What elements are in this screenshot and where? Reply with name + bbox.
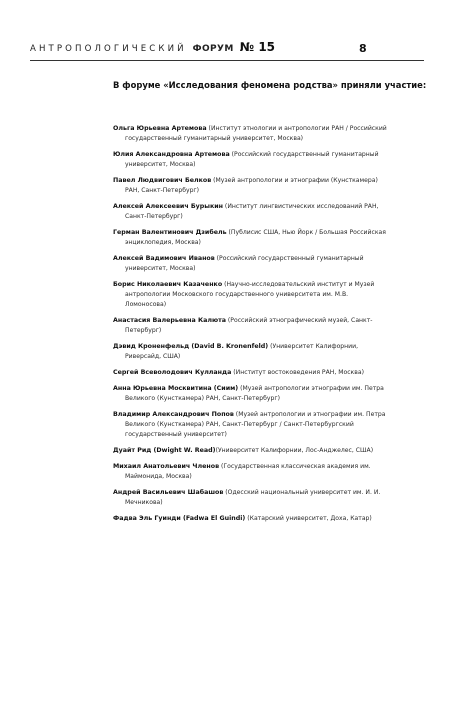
- participant-affiliation: (Государственная классическая академия им. Маймонида, Москва): [125, 463, 371, 480]
- journal-title: АНТРОПОЛОГИЧЕСКИЙ: [30, 44, 187, 54]
- participant-entry: [113, 202, 389, 222]
- participant-affiliation: (Российский государственный гуманитарный университет, Москва): [125, 255, 364, 272]
- participant-affiliation: (Российский государственный гуманитарный университет, Москва): [125, 151, 379, 168]
- participant-affiliation: (Институт лингвистических исследований РАН, Санкт-Петербург): [125, 203, 379, 220]
- participant-name: Андрей Васильевич Шабашов: [113, 489, 224, 496]
- participant-affiliation: (Одесский национальный университет им. И. И. Мечникова): [125, 489, 381, 506]
- section-heading: В форуме «Исследования феномена родства» приняли участие:: [113, 80, 427, 90]
- participant-name: Анна Юрьевна Москвитина (Сиим): [113, 385, 239, 392]
- journal-issue-number: № 15: [239, 40, 276, 54]
- participant-name: Ольга Юрьевна Артемова: [113, 125, 207, 132]
- participant-entry: [113, 342, 389, 362]
- participant-entry: [113, 488, 389, 508]
- participant-name: Дэвид Кроненфельд (David B. Kronenfeld): [113, 343, 269, 350]
- participant-affiliation: (Катарский университет, Доха, Катар): [245, 515, 372, 522]
- participant-entry: [113, 228, 389, 248]
- participant-entry: [113, 176, 389, 196]
- participant-name: Дуайт Рид (Dwight W. Read): [113, 447, 216, 454]
- participant-name: Владимир Александрович Попов: [113, 411, 234, 418]
- journal-forum-label: ФОРУМ: [192, 44, 234, 54]
- participant-name: Сергей Всеволодович Кулланда: [113, 369, 232, 376]
- participant-affiliation: (Музей антропологии этнографии им. Петра Великого (Кунсткамера) РАН, Санкт-Петербург): [125, 385, 384, 402]
- participant-affiliation: (Университет Калифорнии, Риверсайд, США): [125, 343, 359, 360]
- participant-name: Павел Людвигович Белков: [113, 177, 212, 184]
- participant-entry: [113, 514, 389, 524]
- participant-entry: [113, 316, 389, 336]
- participant-entry: [113, 254, 389, 274]
- participant-entry: [113, 124, 389, 144]
- participant-entry: [113, 384, 389, 404]
- participant-name: Михаил Анатольевич Членов: [113, 463, 220, 470]
- participant-affiliation: (Музей антропологии и этнографии им. Петра Великого (Кунсткамера) РАН, Санкт-Петербург / Санкт-Петербургский государственный университет): [125, 411, 386, 438]
- participant-affiliation: (Институт востоковедения РАН, Москва): [231, 369, 364, 376]
- participant-entry: [113, 410, 389, 440]
- participant-affiliation: (Российский этнографический музей, Санкт-Петербург): [125, 317, 373, 334]
- page-number: 8: [359, 42, 367, 55]
- participant-name: Алексей Вадимович Иванов: [113, 255, 215, 262]
- participant-entry: [113, 150, 389, 170]
- participant-entry: [113, 368, 389, 378]
- participant-entry: [113, 280, 389, 310]
- participant-entry: [113, 462, 389, 482]
- participant-list: [113, 124, 389, 530]
- participant-entry: [113, 446, 389, 456]
- participant-affiliation: (Научно-исследовательский институт и Музей антропологии Московского государственного университета им. М.В. Ломоносова): [125, 281, 375, 308]
- participant-name: Фадва Эль Гуинди (Fadwa El Guindi): [113, 515, 246, 522]
- participant-affiliation: (Публисис США, Нью Йорк / Большая Российская энциклопедия, Москва): [125, 229, 386, 246]
- header-divider: [30, 60, 424, 61]
- running-head: [30, 40, 424, 56]
- participant-affiliation: (Университет Калифорнии, Лос-Анджелес, США): [215, 447, 374, 454]
- participant-name: Анастасия Валерьевна Калюта: [113, 317, 226, 324]
- participant-name: Юлия Александровна Артемова: [113, 151, 230, 158]
- participant-name: Герман Валентинович Дзибель: [113, 229, 227, 236]
- participant-affiliation: (Институт этнологии и антропологии РАН / Российский государственный гуманитарный университет, Москва): [125, 125, 387, 142]
- participant-affiliation: (Музей антропологии и этнографии (Кунсткамера) РАН, Санкт-Петербург): [125, 177, 378, 194]
- participant-name: Борис Николаевич Казаченко: [113, 281, 223, 288]
- participant-name: Алексей Алексеевич Бурыкин: [113, 203, 223, 210]
